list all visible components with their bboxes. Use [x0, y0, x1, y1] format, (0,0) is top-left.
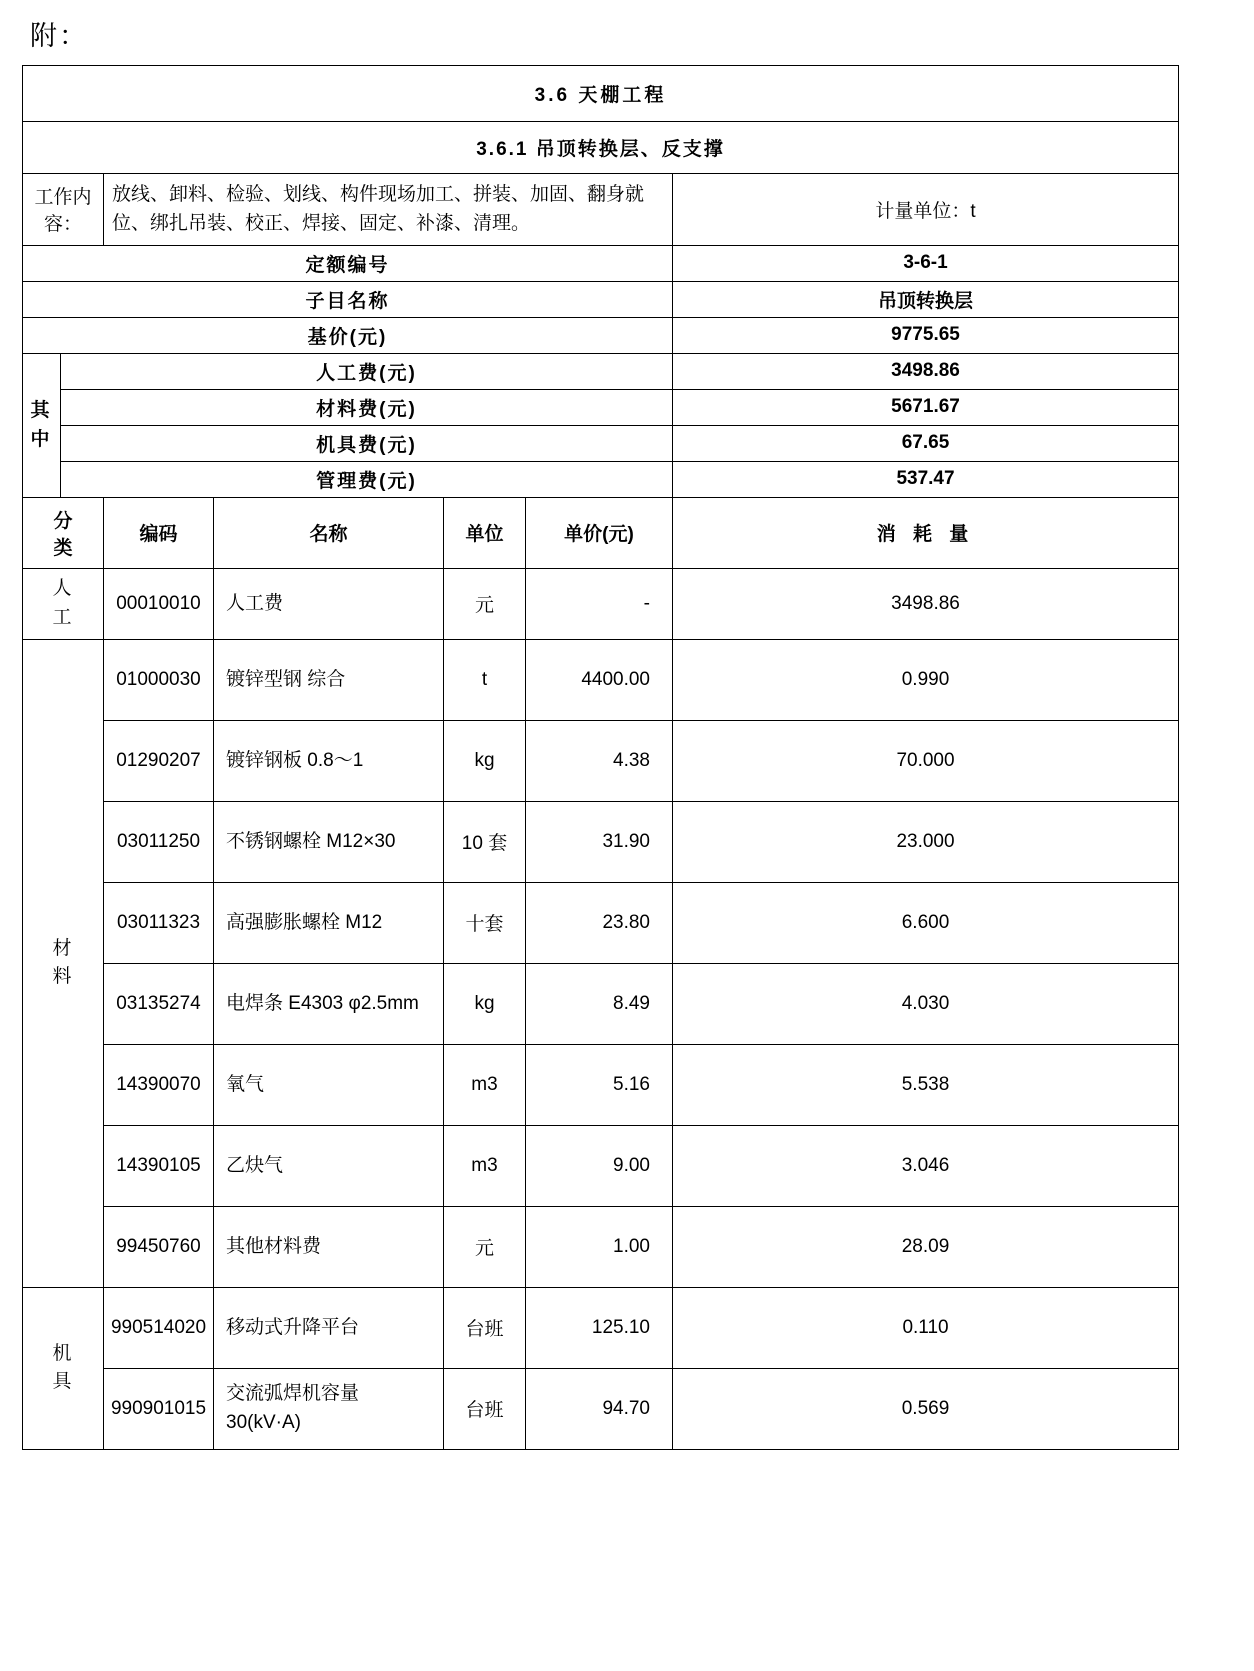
- row-name: 移动式升降平台: [214, 1287, 444, 1368]
- subsection-title: 3.6.1 吊顶转换层、反支撑: [23, 122, 1179, 174]
- category-labor: 人 工: [23, 568, 104, 639]
- row-unit: 台班: [444, 1368, 526, 1449]
- row-code: 14390070: [104, 1044, 214, 1125]
- row-code: 03011323: [104, 882, 214, 963]
- header-price: 单价(元): [526, 497, 673, 568]
- table-row: [23, 639, 1179, 720]
- attachment-prefix: 附：: [30, 21, 88, 51]
- table-row: [23, 1044, 1179, 1125]
- row-price: 23.80: [526, 882, 673, 963]
- row-unit: kg: [444, 720, 526, 801]
- work-content-text: 放线、卸料、检验、划线、构件现场加工、拼装、加固、翻身就位、绑扎吊装、校正、焊接、固定、补漆、清理。: [104, 174, 673, 246]
- header-quantity: 消 耗 量: [673, 497, 1179, 568]
- material-fee-label: 材料费(元): [61, 389, 673, 425]
- row-name: 其他材料费: [214, 1206, 444, 1287]
- item-name-label: 子目名称: [23, 281, 673, 317]
- category-machine: 机 具: [23, 1287, 104, 1449]
- row-unit: 元: [444, 1206, 526, 1287]
- row-qty: 3.046: [673, 1125, 1179, 1206]
- section-title: 3.6 天棚工程: [23, 66, 1179, 122]
- overhead-fee-value: 537.47: [673, 461, 1179, 497]
- base-price-row: [23, 317, 1179, 353]
- row-code: 990901015: [104, 1368, 214, 1449]
- row-price: 8.49: [526, 963, 673, 1044]
- row-qty: 5.538: [673, 1044, 1179, 1125]
- quota-code-row: [23, 245, 1179, 281]
- table-row: [23, 720, 1179, 801]
- material-fee-row: [23, 389, 1179, 425]
- header-unit: 单位: [444, 497, 526, 568]
- row-unit: t: [444, 639, 526, 720]
- row-price: 125.10: [526, 1287, 673, 1368]
- material-fee-value: 5671.67: [673, 389, 1179, 425]
- machine-fee-row: [23, 425, 1179, 461]
- row-price: 4400.00: [526, 639, 673, 720]
- row-name: 不锈钢螺栓 M12×30: [214, 801, 444, 882]
- row-code: 01290207: [104, 720, 214, 801]
- row-price: 4.38: [526, 720, 673, 801]
- row-code: 03135274: [104, 963, 214, 1044]
- machine-fee-label: 机具费(元): [61, 425, 673, 461]
- table-row: [23, 963, 1179, 1044]
- row-unit: m3: [444, 1125, 526, 1206]
- machine-fee-value: 67.65: [673, 425, 1179, 461]
- row-qty: 6.600: [673, 882, 1179, 963]
- row-unit: 台班: [444, 1287, 526, 1368]
- row-unit: m3: [444, 1044, 526, 1125]
- base-price-value: 9775.65: [673, 317, 1179, 353]
- row-qty: 3498.86: [673, 568, 1179, 639]
- overhead-fee-row: [23, 461, 1179, 497]
- row-qty: 70.000: [673, 720, 1179, 801]
- row-code: 03011250: [104, 801, 214, 882]
- header-code: 编码: [104, 497, 214, 568]
- row-code: 990514020: [104, 1287, 214, 1368]
- item-name-value: 吊顶转换层: [673, 281, 1179, 317]
- row-qty: 0.110: [673, 1287, 1179, 1368]
- row-unit: 元: [444, 568, 526, 639]
- title-row-2: [23, 122, 1179, 174]
- row-name: 镀锌钢板 0.8～1: [214, 720, 444, 801]
- table-row: [23, 882, 1179, 963]
- row-price: 9.00: [526, 1125, 673, 1206]
- table-row: [23, 1206, 1179, 1287]
- table-row: [23, 1125, 1179, 1206]
- row-price: 1.00: [526, 1206, 673, 1287]
- labor-fee-label: 人工费(元): [61, 353, 673, 389]
- title-row-1: [23, 66, 1179, 122]
- row-name: 氧气: [214, 1044, 444, 1125]
- consumption-header-row: [23, 497, 1179, 568]
- row-qty: 0.569: [673, 1368, 1179, 1449]
- base-price-label: 基价(元): [23, 317, 673, 353]
- labor-fee-row: [23, 353, 1179, 389]
- row-name: 交流弧焊机容量 30(kV·A): [214, 1368, 444, 1449]
- table-row: [23, 1287, 1179, 1368]
- work-content-label: 工作内容：: [23, 174, 104, 246]
- row-unit: 10 套: [444, 801, 526, 882]
- header-category: 分 类: [23, 497, 104, 568]
- header-name: 名称: [214, 497, 444, 568]
- row-qty: 4.030: [673, 963, 1179, 1044]
- category-material: 材 料: [23, 639, 104, 1287]
- table-row: [23, 568, 1179, 639]
- quota-code-label: 定额编号: [23, 245, 673, 281]
- row-name: 高强膨胀螺栓 M12: [214, 882, 444, 963]
- work-content-row: [23, 174, 1179, 246]
- item-name-row: [23, 281, 1179, 317]
- row-code: 01000030: [104, 639, 214, 720]
- row-qty: 0.990: [673, 639, 1179, 720]
- row-price: 94.70: [526, 1368, 673, 1449]
- row-unit: 十套: [444, 882, 526, 963]
- labor-fee-value: 3498.86: [673, 353, 1179, 389]
- row-name: 电焊条 E4303 φ2.5mm: [214, 963, 444, 1044]
- row-price: -: [526, 568, 673, 639]
- row-qty: 28.09: [673, 1206, 1179, 1287]
- overhead-fee-label: 管理费(元): [61, 461, 673, 497]
- table-row: [23, 1368, 1179, 1449]
- row-code: 14390105: [104, 1125, 214, 1206]
- row-name: 镀锌型钢 综合: [214, 639, 444, 720]
- table-row: [23, 801, 1179, 882]
- row-name: 乙炔气: [214, 1125, 444, 1206]
- row-price: 5.16: [526, 1044, 673, 1125]
- quota-table: [22, 65, 1179, 1450]
- row-price: 31.90: [526, 801, 673, 882]
- row-unit: kg: [444, 963, 526, 1044]
- row-code: 99450760: [104, 1206, 214, 1287]
- row-qty: 23.000: [673, 801, 1179, 882]
- row-code: 00010010: [104, 568, 214, 639]
- measure-unit-label: 计量单位：t: [673, 174, 1179, 246]
- among-which-label: 其 中: [23, 353, 61, 497]
- quota-code-value: 3-6-1: [673, 245, 1179, 281]
- row-name: 人工费: [214, 568, 444, 639]
